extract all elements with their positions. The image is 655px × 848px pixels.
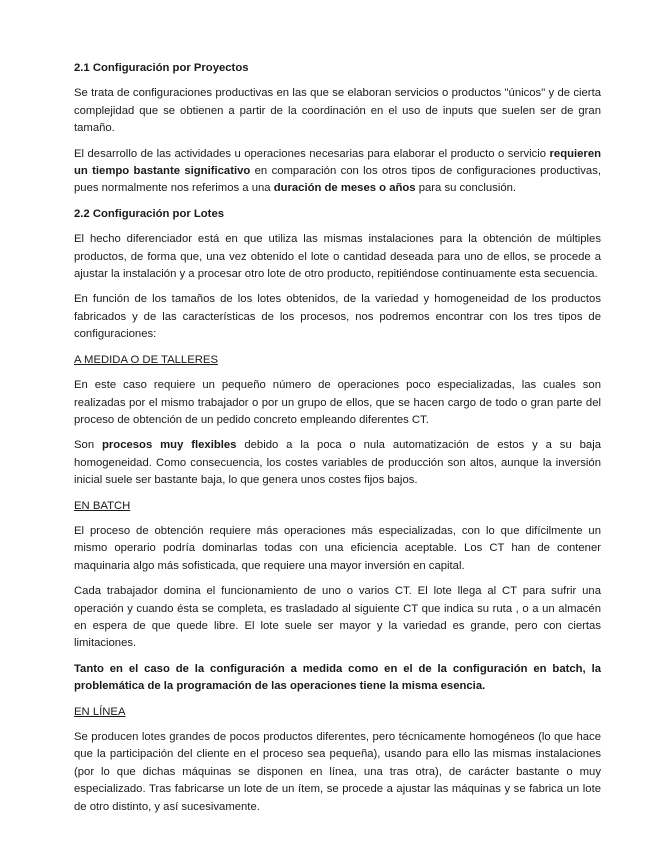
paragraph-batch-2: Cada trabajador domina el funcionamiento de uno o varios CT. El lote llega al CT para sufrir una operación y cuando ésta se completa, es trasladado al siguiente CT que indica su ruta , o a un almacén en espera de que quede libre. El lote suele ser mayor y la variedad es grande, pero con ciertas limitaciones.: [74, 585, 601, 650]
document-page: [74, 60, 601, 824]
paragraph-lotes-2: En función de los tamaños de los lotes obtenidos, de la variedad y homogeneidad de los productos fabricados y de las características de los procesos, nos podremos encontrar con los tres tipos de configuraciones:: [74, 293, 601, 341]
paragraph-batch-1: El proceso de obtención requiere más operaciones más especializadas, con lo que difícilmente un mismo operario podría dominarlas todas con una eficiencia aceptable. Los CT han de contener maquinaria algo más sofisticada, que requiere una mayor inversión en capital.: [74, 524, 601, 572]
bold-text-run: requieren un tiempo bastante significativo: [74, 147, 601, 178]
text-run: debido a la poca o nula automatización de estos y a su baja homogeneidad. Como consecuencia, los costes variables de producción son altos, aunque la inversión inicial suele ser bastante baja, lo que genera unos costes fijos bajos.: [74, 439, 601, 487]
bold-text-run: duración de meses o años: [273, 182, 416, 195]
paragraph-proyectos-2: [74, 146, 601, 198]
bold-text-run: Tanto en el caso de la configuración a medida como en el de la configuración en batch, la problemática de la programación de las operaciones tiene la misma esencia.: [74, 662, 601, 693]
text-run: en comparación con los otros tipos de configuraciones productivas, pues normalmente nos referimos a una: [74, 165, 601, 195]
paragraph-a-medida-2: [74, 437, 601, 489]
section-heading-proyectos: 2.1 Configuración por Proyectos: [74, 62, 249, 74]
subheading-en-linea: EN LÍNEA: [74, 705, 126, 718]
bold-text-run: procesos muy flexibles: [102, 439, 237, 452]
section-heading-lotes: 2.2 Configuración por Lotes: [74, 207, 225, 220]
paragraph-linea-1: Se producen lotes grandes de pocos productos diferentes, pero técnicamente homogéneos (lo que hace que la participación del cliente en el proceso sea pequeña), usando para ello las mismas instalaciones (por lo que dichas máquinas se disponen en línea, una tras otra), de carácter bastante o muy especializado. Tras fabricarse un lote de un ítem, se procede a ajustar las máquinas y se fabrica un lote de otro distinto, y así sucesivamente.: [74, 731, 601, 813]
subheading-a-medida: A MEDIDA O DE TALLERES: [74, 353, 218, 366]
text-run: Son: [74, 439, 102, 452]
subheading-en-batch: EN BATCH: [74, 499, 131, 512]
paragraph-proyectos-1: Se trata de configuraciones productivas en las que se elaboran servicios o productos "únicos" y de cierta complejidad que se obtienen a partir de la coordinación en el uso de inputs que suelen ser de gran tamaño.: [74, 87, 601, 135]
text-run: El desarrollo de las actividades u operaciones necesarias para elaborar el producto o servicio: [74, 147, 550, 160]
text-run: para su conclusión.: [415, 182, 517, 195]
paragraph-lotes-1: El hecho diferenciador está en que utiliza las mismas instalaciones para la obtención de múltiples productos, de forma que, una vez obtenido el lote o cantidad deseada para uno de ellos, se procede a ajustar la instalación y a procesar otro lote de otro producto, repitiéndose continuamente esta secuencia.: [74, 233, 601, 281]
paragraph-a-medida-1: En este caso requiere un pequeño número de operaciones poco especializadas, las cuales son realizadas por el mismo trabajador o por un grupo de ellos, que se hacen cargo de todo o gran parte del proceso de obtención de un pedido concreto empleando diferentes CT.: [74, 379, 601, 426]
paragraph-batch-3: [74, 661, 601, 696]
